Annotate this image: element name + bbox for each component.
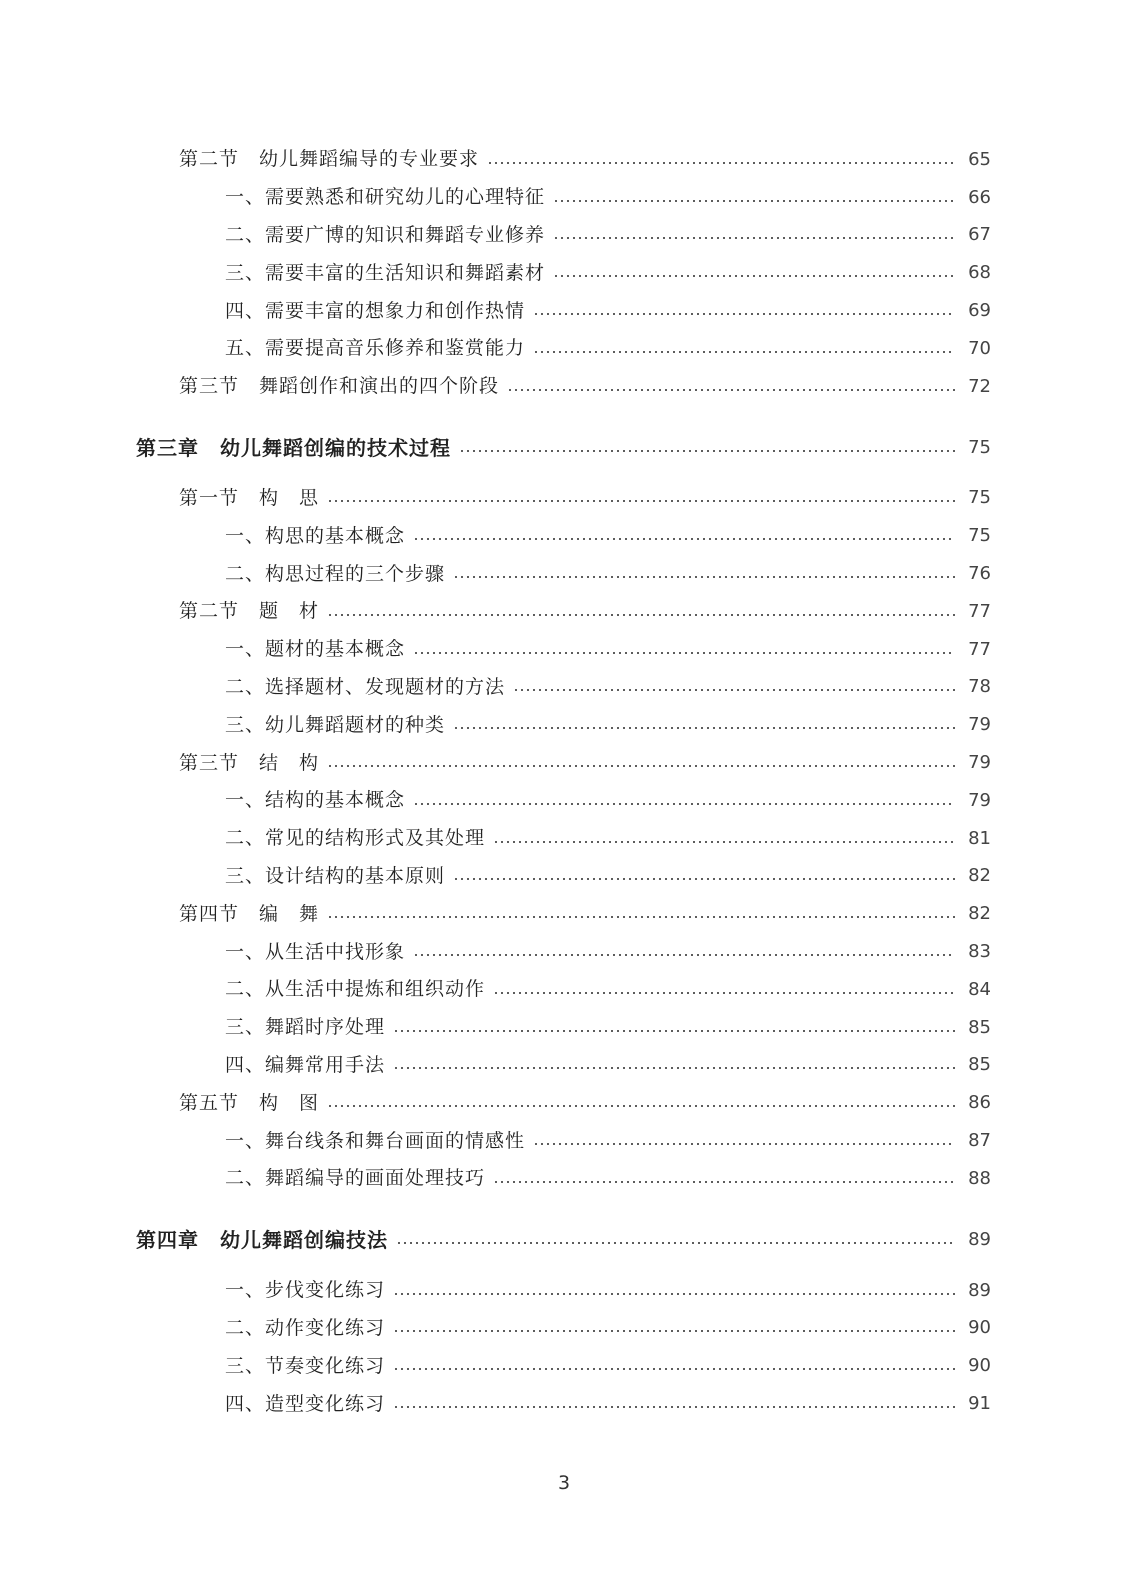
toc-item-row[interactable] [225, 669, 991, 707]
toc-section-row[interactable] [179, 744, 991, 782]
toc-section-row[interactable] [179, 895, 991, 933]
toc-section-row[interactable] [179, 368, 991, 406]
toc-section-row[interactable] [179, 141, 991, 179]
toc-entry-title: 第三章 幼儿舞蹈创编的技术过程 [136, 435, 451, 460]
toc-entry-page: 90 [968, 1317, 991, 1339]
dot-leader [393, 1293, 955, 1295]
spacer [0, 406, 1128, 424]
toc-entry-page: 88 [968, 1167, 991, 1189]
toc-entry-page: 86 [968, 1092, 991, 1114]
toc-section-row[interactable] [179, 1084, 991, 1122]
dot-leader [327, 765, 955, 767]
dot-leader [513, 689, 955, 691]
toc-entry-page: 67 [968, 224, 991, 246]
dot-leader [327, 1105, 955, 1107]
toc-entry-page: 70 [968, 337, 991, 359]
toc-entry-page: 72 [968, 375, 991, 397]
toc-entry-page: 76 [968, 563, 991, 585]
toc-entry-title: 一、舞台线条和舞台画面的情感性 [225, 1129, 526, 1152]
toc-entry-title: 二、构思过程的三个步骤 [225, 562, 446, 585]
dot-leader [493, 1181, 955, 1183]
toc-entry-title: 一、题材的基本概念 [225, 638, 406, 661]
toc-entry-title: 第四章 幼儿舞蹈创编技法 [136, 1227, 388, 1252]
dot-leader [453, 576, 955, 578]
toc-entry-page: 75 [968, 487, 991, 509]
toc-entry-page: 77 [968, 600, 991, 622]
toc-entry-page: 85 [968, 1054, 991, 1076]
toc-entry-title: 一、从生活中找形象 [225, 940, 406, 963]
dot-leader [487, 162, 955, 164]
toc-entry-title: 一、结构的基本概念 [225, 789, 406, 812]
toc-item-row[interactable] [225, 1347, 991, 1385]
toc-entry-page: 79 [968, 789, 991, 811]
toc-item-row[interactable] [225, 330, 991, 368]
toc-item-row[interactable] [225, 933, 991, 971]
toc-entry-title: 一、需要熟悉和研究幼儿的心理特征 [225, 186, 546, 209]
toc-entry-page: 79 [968, 752, 991, 774]
toc-item-row[interactable] [225, 1272, 991, 1310]
toc-entry-page: 89 [968, 1228, 991, 1250]
toc-item-row[interactable] [225, 631, 991, 669]
dot-leader [533, 351, 955, 353]
toc-entry-title: 四、需要丰富的想象力和创作热情 [225, 299, 526, 322]
toc-entry-page: 75 [968, 436, 991, 458]
dot-leader [453, 727, 955, 729]
toc-item-row[interactable] [225, 217, 991, 255]
toc-entry-title: 第四节 编 舞 [179, 902, 320, 925]
dot-leader [393, 1368, 955, 1370]
toc-entry-page: 77 [968, 638, 991, 660]
toc-entry-page: 69 [968, 300, 991, 322]
dot-leader [393, 1030, 955, 1032]
toc-entry-title: 一、构思的基本概念 [225, 524, 406, 547]
toc-entry-page: 66 [968, 186, 991, 208]
dot-leader [393, 1067, 955, 1069]
toc-chapter-row[interactable] [136, 1216, 991, 1264]
toc-entry-title: 第一节 构 思 [179, 486, 320, 509]
dot-leader [327, 614, 955, 616]
toc-item-row[interactable] [225, 1009, 991, 1047]
toc-entry-page: 87 [968, 1130, 991, 1152]
toc-item-row[interactable] [225, 1160, 991, 1198]
spacer [0, 472, 1128, 480]
toc-entry-title: 四、造型变化练习 [225, 1392, 386, 1415]
toc-entry-title: 第二节 幼儿舞蹈编导的专业要求 [179, 148, 480, 171]
dot-leader [553, 237, 955, 239]
toc-entry-page: 68 [968, 262, 991, 284]
toc-item-row[interactable] [225, 820, 991, 858]
toc-entry-page: 82 [968, 903, 991, 925]
toc-entry-page: 79 [968, 714, 991, 736]
toc-item-row[interactable] [225, 971, 991, 1009]
dot-leader [493, 841, 955, 843]
spacer [0, 1264, 1128, 1272]
toc-entry-title: 二、需要广博的知识和舞蹈专业修养 [225, 223, 546, 246]
dot-leader [396, 1242, 955, 1244]
toc-entry-title: 第三节 结 构 [179, 751, 320, 774]
toc-entry-page: 85 [968, 1016, 991, 1038]
toc-entry-title: 三、幼儿舞蹈题材的种类 [225, 713, 446, 736]
toc-entry-page: 84 [968, 978, 991, 1000]
toc-entry-page: 78 [968, 676, 991, 698]
dot-leader [553, 275, 955, 277]
spacer [0, 1198, 1128, 1216]
toc-entry-title: 第二节 题 材 [179, 600, 320, 623]
dot-leader [507, 389, 955, 391]
toc-entry-title: 三、需要丰富的生活知识和舞蹈素材 [225, 261, 546, 284]
toc-entry-page: 90 [968, 1355, 991, 1377]
toc-entry-title: 二、动作变化练习 [225, 1316, 386, 1339]
toc-entry-page: 91 [968, 1393, 991, 1414]
dot-leader [413, 652, 955, 654]
toc-entry-page: 75 [968, 525, 991, 547]
toc-item-row[interactable] [225, 292, 991, 330]
toc-section-row[interactable] [179, 593, 991, 631]
toc-item-row[interactable] [225, 1385, 991, 1423]
table-of-contents [0, 141, 1128, 1423]
dot-leader [533, 1143, 955, 1145]
dot-leader [459, 450, 955, 452]
toc-entry-title: 第三节 舞蹈创作和演出的四个阶段 [179, 375, 500, 398]
toc-entry-title: 五、需要提高音乐修养和鉴赏能力 [225, 337, 526, 360]
toc-item-row[interactable] [225, 782, 991, 820]
toc-entry-page: 83 [968, 941, 991, 963]
toc-item-row[interactable] [225, 179, 991, 217]
toc-entry-page: 82 [968, 865, 991, 887]
toc-item-row[interactable] [225, 1047, 991, 1085]
dot-leader [413, 954, 955, 956]
toc-entry-page: 65 [968, 148, 991, 170]
toc-item-row[interactable] [225, 706, 991, 744]
dot-leader [393, 1330, 955, 1332]
toc-entry-title: 二、从生活中提炼和组织动作 [225, 978, 486, 1001]
dot-leader [413, 803, 955, 805]
toc-item-row[interactable] [225, 1122, 991, 1160]
dot-leader [553, 200, 955, 202]
toc-entry-title: 二、常见的结构形式及其处理 [225, 827, 486, 850]
toc-entry-page: 81 [968, 827, 991, 849]
page-number: 3 [557, 1472, 571, 1494]
toc-entry-page: 89 [968, 1279, 991, 1301]
toc-item-row[interactable] [225, 1310, 991, 1348]
toc-entry-title: 一、步伐变化练习 [225, 1279, 386, 1302]
toc-chapter-row[interactable] [136, 424, 991, 472]
toc-item-row[interactable] [225, 858, 991, 896]
toc-entry-title: 三、舞蹈时序处理 [225, 1016, 386, 1039]
toc-entry-title: 二、选择题材、发现题材的方法 [225, 675, 506, 698]
toc-entry-title: 四、编舞常用手法 [225, 1053, 386, 1076]
dot-leader [413, 538, 955, 540]
dot-leader [453, 878, 955, 880]
toc-item-row[interactable] [225, 254, 991, 292]
dot-leader [393, 1406, 955, 1408]
toc-entry-title: 三、节奏变化练习 [225, 1354, 386, 1377]
toc-entry-title: 第五节 构 图 [179, 1091, 320, 1114]
dot-leader [327, 500, 955, 502]
toc-section-row[interactable] [179, 480, 991, 518]
toc-entry-title: 三、设计结构的基本原则 [225, 864, 446, 887]
toc-item-row[interactable] [225, 555, 991, 593]
toc-entry-title: 二、舞蹈编导的画面处理技巧 [225, 1167, 486, 1190]
dot-leader [327, 916, 955, 918]
dot-leader [533, 313, 955, 315]
toc-item-row[interactable] [225, 517, 991, 555]
dot-leader [493, 992, 955, 994]
